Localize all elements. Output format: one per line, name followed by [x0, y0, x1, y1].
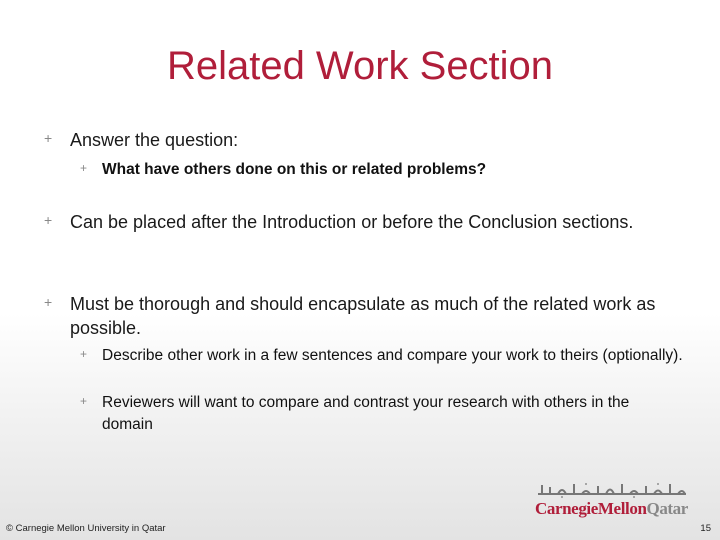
- page-number: 15: [700, 523, 711, 534]
- bullet-1: [44, 128, 690, 152]
- bullet-text: Answer the question:: [70, 130, 239, 150]
- arabic-logotype-icon: [536, 482, 688, 498]
- slide-title: Related Work Section: [166, 44, 554, 88]
- sub-bullet-3-1: [80, 345, 692, 367]
- bullet-text: Must be thorough and should encapsulate as much of the related work as possible.: [70, 294, 656, 338]
- cmu-qatar-logo: [532, 482, 692, 522]
- sub-bullet-3-2: [80, 392, 682, 436]
- sub-bullet-text: Reviewers will want to compare and contrast your research with others in the domain: [102, 394, 630, 433]
- bullet-3: [44, 292, 670, 340]
- plus-bullet-icon: +: [80, 347, 88, 361]
- plus-bullet-icon: +: [80, 161, 88, 175]
- sub-bullet-1-1: [80, 159, 692, 181]
- footer-copyright: © Carnegie Mellon University in Qatar: [6, 523, 166, 534]
- logo-wordmark: CarnegieMellonQatar: [535, 499, 688, 518]
- bullet-2: [44, 210, 670, 234]
- plus-bullet-icon: +: [80, 394, 88, 408]
- plus-bullet-icon: +: [44, 294, 53, 310]
- sub-bullet-text: Describe other work in a few sentences and compare your work to theirs (optionally).: [102, 347, 683, 364]
- plus-bullet-icon: +: [44, 212, 53, 228]
- plus-bullet-icon: +: [44, 130, 53, 146]
- sub-bullet-text: What have others done on this or related problems?: [102, 161, 487, 178]
- bullet-text: Can be placed after the Introduction or before the Conclusion sections.: [70, 212, 634, 232]
